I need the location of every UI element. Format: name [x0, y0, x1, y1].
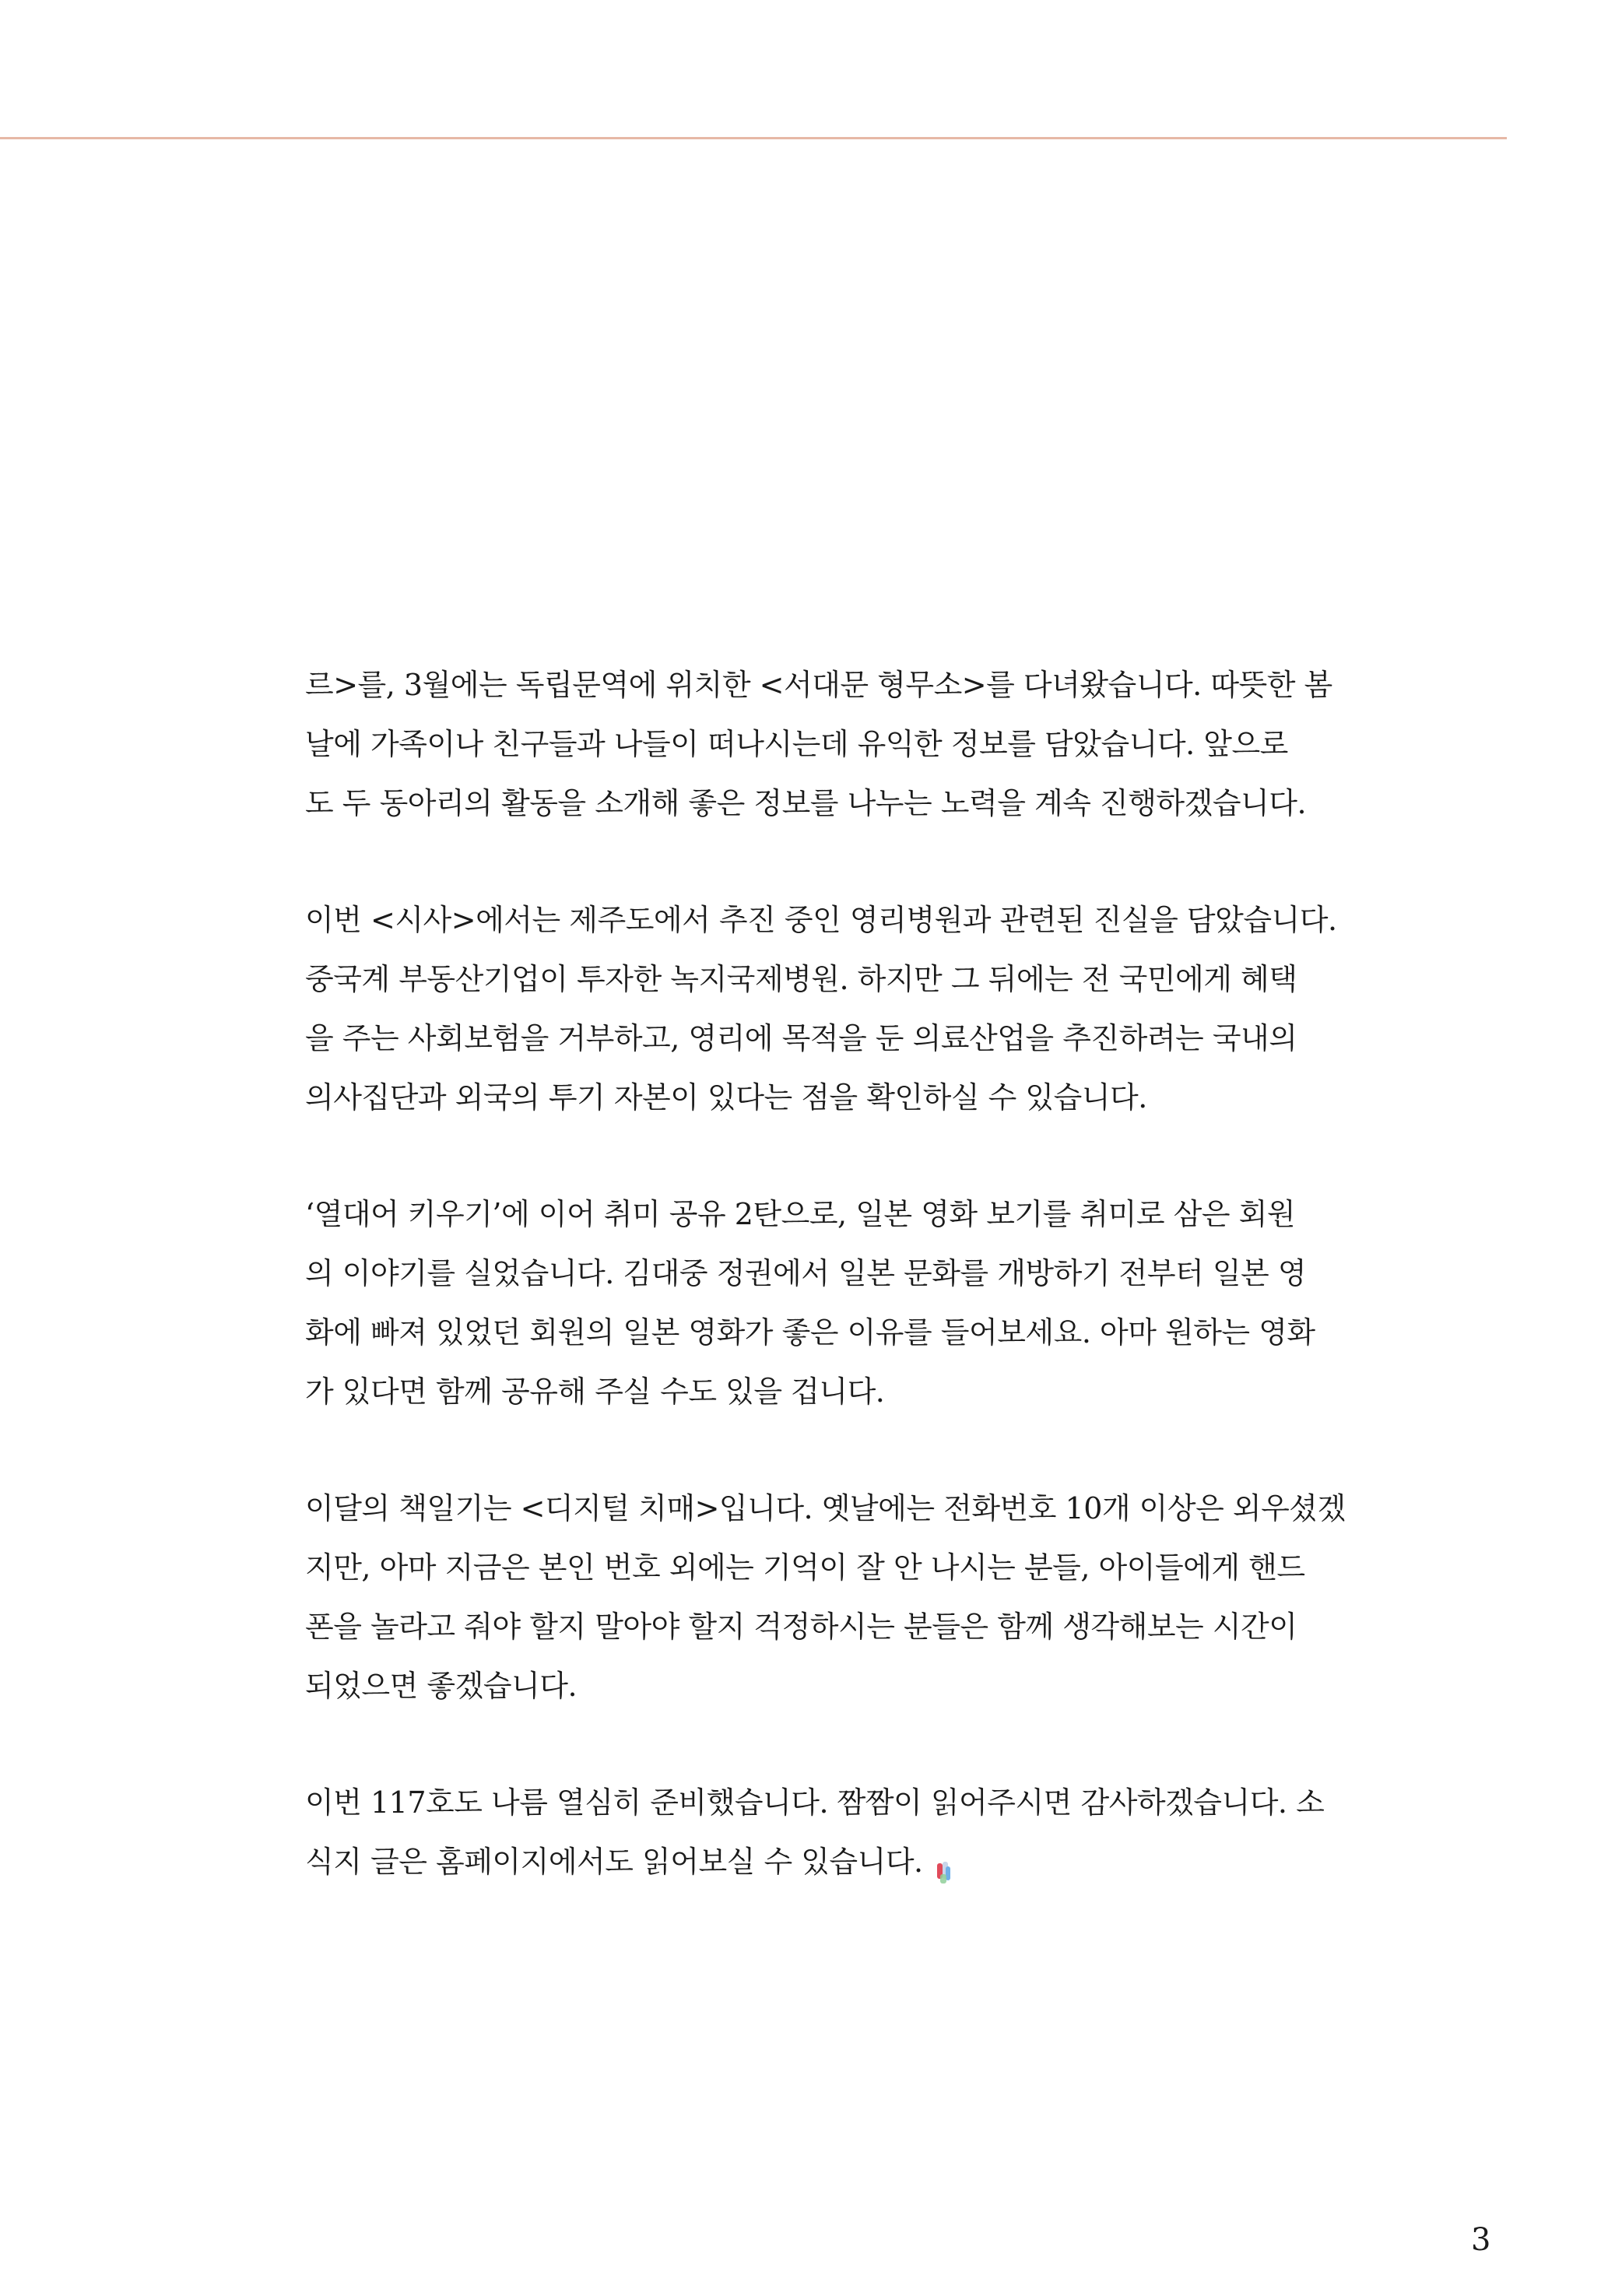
text-line: 르>를, 3월에는 독립문역에 위치한 <서대문 형무소>를 다녀왔습니다. 따뜻한 봄	[305, 668, 1332, 702]
text-line-with-ornament	[305, 1832, 1332, 1891]
text-line: 화에 빠져 있었던 회원의 일본 영화가 좋은 이유를 들어보세요. 아마 원하는 영화	[305, 1315, 1315, 1350]
text-line: 지만, 아마 지금은 본인 번호 외에는 기억이 잘 안 나시는 분들, 아이들에게 핸드	[305, 1550, 1305, 1585]
text-line: 폰을 놀라고 줘야 할지 말아야 할지 걱정하시는 분들은 함께 생각해보는 시간이	[305, 1610, 1297, 1644]
top-divider-rule	[0, 137, 1507, 139]
text-line: 날에 가족이나 친구들과 나들이 떠나시는데 유익한 정보를 담았습니다. 앞으로	[305, 727, 1288, 761]
text-line: 이번 <시사>에서는 제주도에서 추진 중인 영리병원과 관련된 진실을 담았습니다.	[305, 903, 1337, 937]
text-line: 이번 117호도 나름 열심히 준비했습니다. 짬짬이 읽어주시면 감사하겠습니다. 소	[305, 1785, 1325, 1820]
text-line: 이달의 책일기는 <디지털 치매>입니다. 옛날에는 전화번호 10개 이상은 외우셨겠	[305, 1491, 1346, 1525]
flower-icon	[936, 1847, 953, 1873]
text-line: 중국계 부동산기업이 투자한 녹지국제병원. 하지만 그 뒤에는 전 국민에게 혜택	[305, 962, 1297, 996]
body-text	[305, 655, 1346, 1949]
text-line: ‘열대어 키우기’에 이어 취미 공유 2탄으로, 일본 영화 보기를 취미로 삼은 회원	[305, 1197, 1296, 1231]
text-line: 되었으면 좋겠습니다.	[305, 1669, 578, 1703]
text-line: 도 두 동아리의 활동을 소개해 좋은 정보를 나누는 노력을 계속 진행하겠습니다.	[305, 786, 1307, 820]
paragraph	[305, 1479, 1346, 1715]
text-line: 가 있다면 함께 공유해 주실 수도 있을 겁니다.	[305, 1374, 885, 1409]
paragraph	[305, 1185, 1332, 1421]
paragraph	[305, 655, 1332, 833]
paragraph	[305, 1773, 1332, 1891]
text-line: 의사집단과 외국의 투기 자본이 있다는 점을 확인하실 수 있습니다.	[305, 1080, 1147, 1115]
text-line: 을 주는 사회보험을 거부하고, 영리에 목적을 둔 의료산업을 추진하려는 국내의	[305, 1021, 1297, 1055]
text-line: 의 이야기를 실었습니다. 김대중 정권에서 일본 문화를 개방하기 전부터 일본 영	[305, 1256, 1307, 1290]
page-number: 3	[1471, 2222, 1491, 2258]
text-line: 식지 글은 홈페이지에서도 읽어보실 수 있습니다.	[305, 1845, 923, 1879]
paragraph	[305, 890, 1337, 1127]
